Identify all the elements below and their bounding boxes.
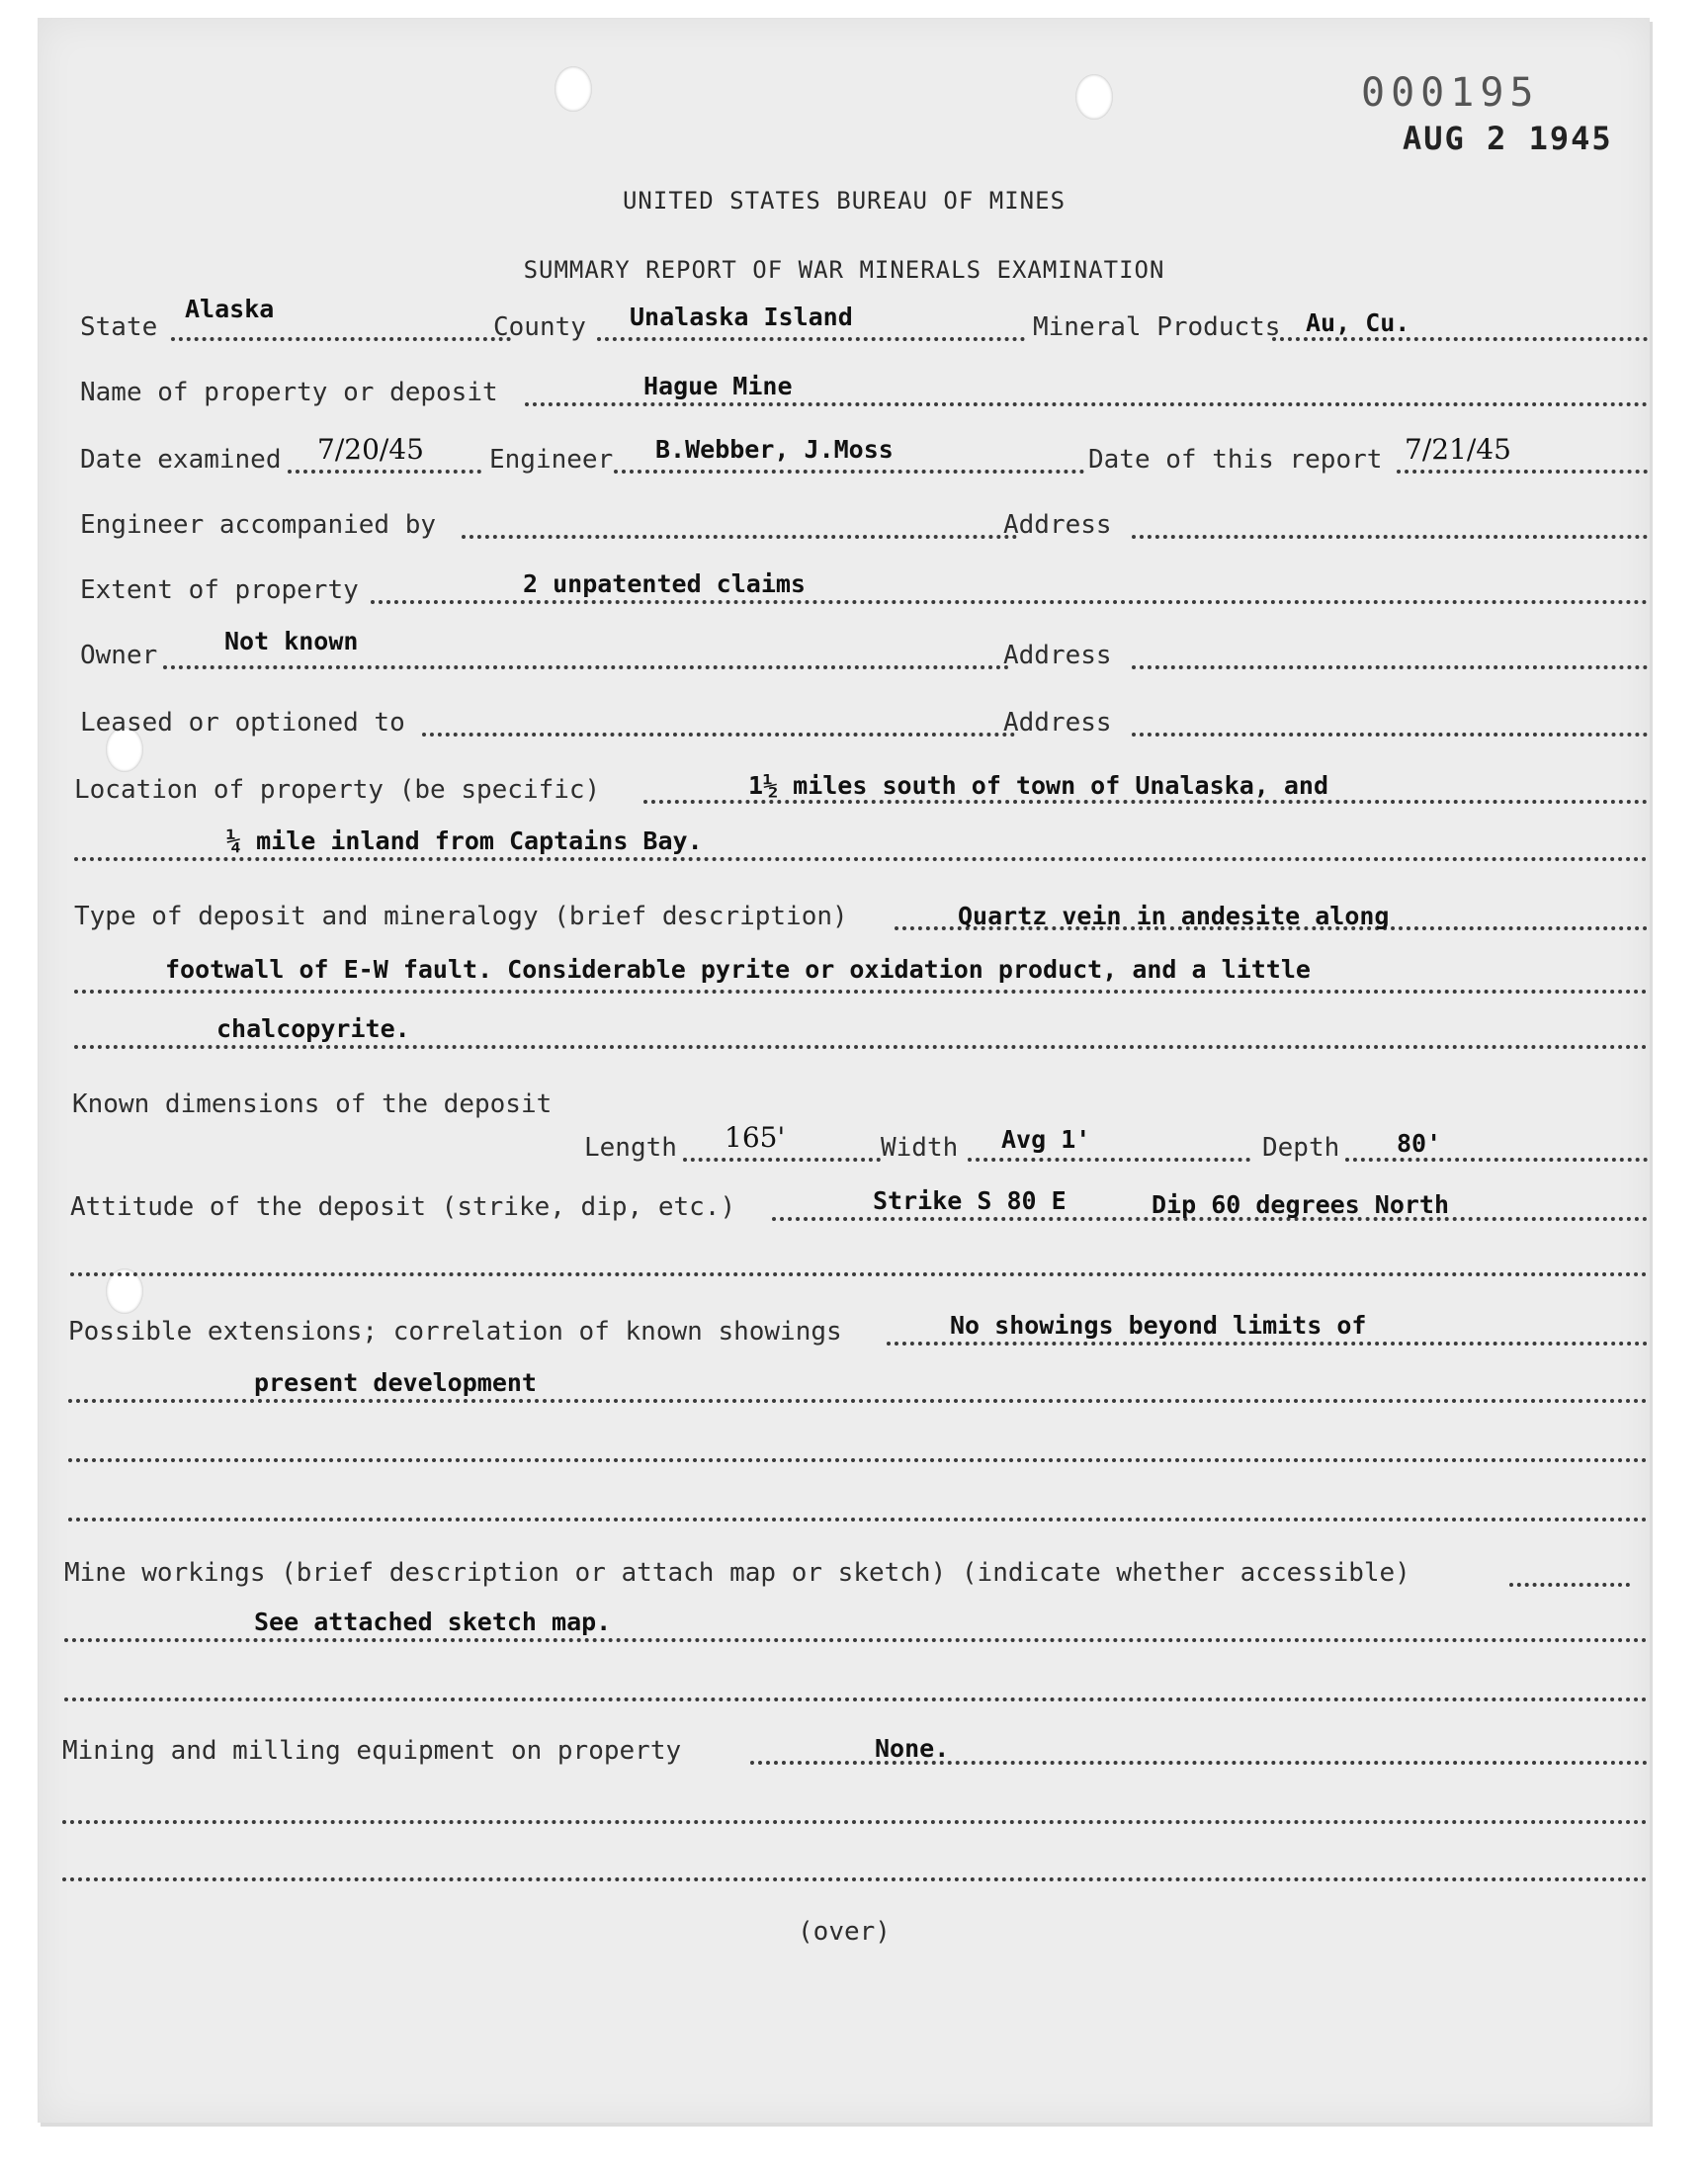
deposit-type-label: Type of deposit and mineralogy (brief description) (74, 902, 848, 931)
property-name-label: Name of property or deposit (80, 378, 498, 407)
attitude-strike-value: Strike S 80 E (873, 1186, 1067, 1215)
row-extensions-3 (39, 1431, 1650, 1466)
date-examined-value: 7/20/45 (317, 433, 424, 466)
depth-label: Depth (1262, 1133, 1340, 1163)
over-note: (over) (798, 1917, 891, 1947)
leased-label: Leased or optioned to (80, 708, 405, 738)
received-date-stamp: AUG 2 1945 (1403, 120, 1613, 157)
dot-leader (1132, 665, 1648, 669)
row-location (39, 772, 1650, 808)
extensions-value-line1: No showings beyond limits of (950, 1311, 1367, 1340)
extent-value: 2 unpatented claims (523, 569, 806, 598)
row-owner (39, 627, 1650, 673)
extensions-label: Possible extensions; correlation of known showings (68, 1317, 842, 1347)
attitude-dip-value: Dip 60 degrees North (1152, 1190, 1450, 1219)
engineer-value: B.Webber, J.Moss (655, 435, 894, 464)
row-location-2 (39, 826, 1650, 865)
dot-leader (163, 665, 1009, 669)
dot-leader (62, 1820, 1648, 1824)
dot-leader (68, 1458, 1648, 1462)
row-workings (39, 1555, 1650, 1591)
dot-leader (422, 733, 1015, 737)
row-extent (39, 569, 1650, 608)
row-extensions-2 (39, 1368, 1650, 1407)
dot-leader (62, 1877, 1648, 1881)
row-property-name (39, 372, 1650, 410)
extent-label: Extent of property (80, 575, 359, 605)
dot-leader (968, 1158, 1250, 1162)
row-equipment (39, 1733, 1650, 1769)
dot-leader (683, 1158, 881, 1162)
report-sheet (38, 18, 1650, 2123)
mineral-products-value: Au, Cu. (1306, 308, 1410, 337)
equipment-value: None. (875, 1734, 950, 1763)
engineer-accompanied-label: Engineer accompanied by (80, 510, 437, 540)
row-accompanied (39, 507, 1650, 543)
dot-leader (1345, 1158, 1648, 1162)
property-name-value: Hague Mine (643, 372, 793, 400)
address-label: Address (1003, 510, 1112, 540)
row-leased (39, 705, 1650, 740)
deposit-type-value-line1: Quartz vein in andesite along (958, 902, 1390, 930)
length-value: 165' (725, 1121, 786, 1154)
dot-leader (614, 470, 1084, 474)
dot-leader (288, 470, 481, 474)
form-title: SUMMARY REPORT OF WAR MINERALS EXAMINATION (523, 256, 1165, 284)
location-value-line1: 1½ miles south of town of Unalaska, and (748, 771, 1328, 800)
deposit-type-value-line3: chalcopyrite. (216, 1014, 410, 1043)
document-number-stamp: 000195 (1361, 70, 1540, 116)
row-extensions (39, 1311, 1650, 1349)
row-deposit-type-2 (39, 955, 1650, 998)
county-label: County (493, 312, 586, 342)
engineer-label: Engineer (489, 445, 614, 475)
address-label: Address (1003, 708, 1112, 738)
mineral-products-label: Mineral Products (1033, 312, 1281, 342)
width-value: Avg 1' (1001, 1125, 1091, 1154)
county-value: Unalaska Island (630, 303, 853, 331)
row-dimensions-values (39, 1121, 1650, 1166)
row-dimensions (39, 1087, 1650, 1122)
dot-leader (1397, 470, 1648, 474)
row-extensions-4 (39, 1490, 1650, 1525)
state-value: Alaska (185, 295, 275, 323)
dot-leader (74, 990, 1648, 994)
address-label: Address (1003, 641, 1112, 670)
row-workings-3 (39, 1670, 1650, 1705)
dot-leader (70, 1272, 1648, 1276)
extensions-value-line2: present development (254, 1368, 537, 1397)
owner-label: Owner (80, 641, 158, 670)
date-of-report-label: Date of this report (1088, 445, 1383, 475)
length-label: Length (584, 1133, 677, 1163)
row-equipment-3 (39, 1850, 1650, 1885)
agency-title: UNITED STATES BUREAU OF MINES (622, 187, 1067, 215)
dimensions-label: Known dimensions of the deposit (72, 1089, 553, 1119)
dot-leader (1509, 1583, 1630, 1587)
row-attitude-2 (39, 1245, 1650, 1280)
location-value-line2: ¼ mile inland from Captains Bay. (226, 826, 703, 855)
dot-leader (462, 535, 1017, 539)
location-label: Location of property (be specific) (74, 775, 601, 805)
attitude-label: Attitude of the deposit (strike, dip, etc.) (70, 1192, 736, 1222)
date-of-report-value: 7/21/45 (1405, 433, 1511, 466)
dot-leader (1132, 733, 1648, 737)
date-examined-label: Date examined (80, 445, 282, 475)
dot-leader (64, 1697, 1648, 1701)
owner-value: Not known (224, 627, 359, 655)
punch-hole (1075, 74, 1113, 120)
state-label: State (80, 312, 158, 342)
row-attitude (39, 1186, 1650, 1225)
row-deposit-type (39, 899, 1650, 934)
depth-value: 80' (1397, 1129, 1442, 1158)
row-deposit-type-3 (39, 1014, 1650, 1053)
equipment-label: Mining and milling equipment on property (62, 1736, 682, 1766)
workings-value-line1: See attached sketch map. (254, 1608, 612, 1636)
row-state (39, 295, 1650, 345)
dot-leader (597, 337, 1025, 341)
row-dates (39, 433, 1650, 478)
dot-leader (68, 1518, 1648, 1522)
row-workings-2 (39, 1610, 1650, 1646)
deposit-type-value-line2: footwall of E-W fault. Considerable pyrite or oxidation product, and a little (165, 955, 1311, 984)
dot-leader (1132, 535, 1648, 539)
row-equipment-2 (39, 1792, 1650, 1828)
workings-label: Mine workings (brief description or attach map or sketch) (indicate whether accessible) (64, 1558, 1410, 1588)
dot-leader (171, 337, 511, 341)
width-label: Width (881, 1133, 959, 1163)
punch-hole (555, 66, 592, 112)
